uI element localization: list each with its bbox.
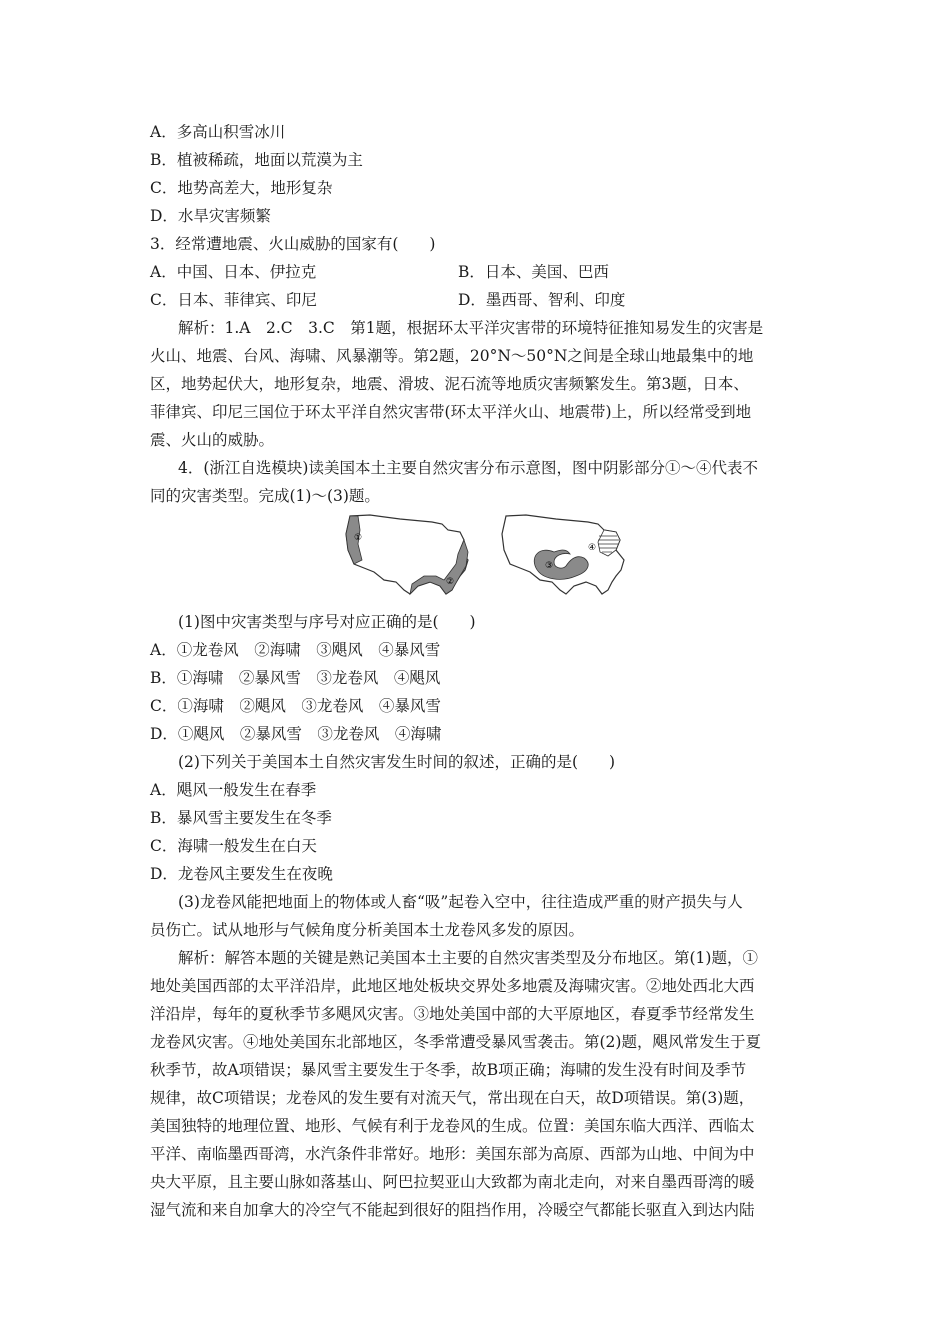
- option-d-q2: D．水旱灾害频繁: [150, 207, 271, 225]
- options-ab-q3: [150, 262, 810, 282]
- analysis-1-line: 震、火山的威胁。: [150, 431, 275, 449]
- analysis-4-line: 洋沿岸，每年的夏秋季节多飓风灾害。③地处美国中部的大平原地区，春夏季节经常发生: [150, 1005, 755, 1023]
- analysis-4-line: 美国独特的地理位置、地形、气候有利于龙卷风的生成。位置：美国东临大西洋、西临太: [150, 1117, 755, 1135]
- option-b-q3: B．日本、美国、巴西: [458, 263, 609, 281]
- sub-question-3: (3)龙卷风能把地面上的物体或人畜“吸”起卷入空中，往往造成严重的财产损失与人: [178, 893, 743, 911]
- sub-question-3-cont: 员伤亡。试从地形与气候角度分析美国本土龙卷风多发的原因。: [150, 921, 585, 939]
- option-c-sq1: C．①海啸 ②飓风 ③龙卷风 ④暴风雪: [150, 697, 441, 715]
- marker-3-label: ③: [545, 561, 554, 571]
- marker-2-label: ②: [446, 577, 455, 587]
- option-b-sq1: B．①海啸 ②暴风雪 ③龙卷风 ④飓风: [150, 669, 441, 687]
- analysis-4-line: 龙卷风灾害。④地处美国东北部地区，冬季常遭受暴风雪袭击。第(2)题，飓风常发生于夏: [150, 1033, 761, 1051]
- option-c-q3: C．日本、菲律宾、印尼: [150, 291, 317, 309]
- analysis-4-line: 秋季节，故A项错误；暴风雪主要发生于冬季，故B项正确；海啸的发生没有时间及季节: [150, 1061, 747, 1079]
- us-disaster-map-figure: [340, 510, 640, 598]
- option-a-q2: A．多高山积雪冰川: [150, 123, 286, 141]
- option-d-q3: D．墨西哥、智利、印度: [458, 291, 626, 309]
- option-a-sq1: A．①龙卷风 ②海啸 ③飓风 ④暴风雪: [150, 641, 441, 659]
- option-c-sq2: C．海啸一般发生在白天: [150, 837, 317, 855]
- option-b-q2: B．植被稀疏，地面以荒漠为主: [150, 151, 363, 169]
- question-4: 4．(浙江自选模块)读美国本土主要自然灾害分布示意图，图中阴影部分①～④代表不: [178, 459, 758, 477]
- option-c-q2: C．地势高差大，地形复杂: [150, 179, 333, 197]
- analysis-4-line: 湿气流和来自加拿大的冷空气不能起到很好的阻挡作用，冷暖空气都能长驱直入到达内陆: [150, 1201, 755, 1219]
- analysis-1-line: 菲律宾、印尼三国位于环太平洋自然灾害带(环太平洋火山、地震带)上，所以经常受到地: [150, 403, 752, 421]
- option-d-sq2: D．龙卷风主要发生在夜晚: [150, 865, 333, 883]
- options-cd-q3: [150, 290, 810, 310]
- analysis-4-line: 地处美国西部的太平洋沿岸，此地区地处板块交界处多地震及海啸灾害。②地处西北大西: [150, 977, 755, 995]
- analysis-4-line: 央大平原，且主要山脉如落基山、阿巴拉契亚山大致都为南北走向，对来自墨西哥湾的暖: [150, 1173, 755, 1191]
- sub-question-2: (2)下列关于美国本土自然灾害发生时间的叙述，正确的是( ): [178, 753, 616, 771]
- analysis-4-line: 平洋、南临墨西哥湾，水汽条件非常好。地形：美国东部为高原、西部为山地、中间为中: [150, 1145, 755, 1163]
- marker-4-label: ④: [588, 543, 597, 553]
- option-d-sq1: D．①飓风 ②暴风雪 ③龙卷风 ④海啸: [150, 725, 442, 743]
- sub-question-1: (1)图中灾害类型与序号对应正确的是( ): [178, 613, 476, 631]
- analysis-1-line: 火山、地震、台风、海啸、风暴潮等。第2题，20°N～50°N之间是全球山地最集中的地: [150, 347, 754, 365]
- analysis-4-line: 规律，故C项错误；龙卷风的发生要有对流天气，常出现在白天，故D项错误。第(3)题，: [150, 1089, 755, 1107]
- analysis-1-line: 区，地势起伏大，地形复杂，地震、滑坡、泥石流等地质灾害频繁发生。第3题，日本、: [150, 375, 749, 393]
- marker-1-label: ①: [354, 533, 363, 543]
- option-a-q3: A．中国、日本、伊拉克: [150, 263, 317, 281]
- analysis-4-line: 解析：解答本题的关键是熟记美国本土主要的自然灾害类型及分布地区。第(1)题，①: [178, 949, 758, 967]
- option-a-sq2: A．飓风一般发生在春季: [150, 781, 317, 799]
- option-b-sq2: B．暴风雪主要发生在冬季: [150, 809, 332, 827]
- us-map-left: [346, 515, 468, 594]
- question-4-cont: 同的灾害类型。完成(1)～(3)题。: [150, 487, 380, 505]
- question-3: 3．经常遭地震、火山威胁的国家有( ): [150, 235, 436, 253]
- us-map-right: [502, 515, 624, 594]
- analysis-1-line: 解析：1.A 2.C 3.C 第1题，根据环太平洋灾害带的环境特征推知易发生的灾害是: [178, 319, 764, 337]
